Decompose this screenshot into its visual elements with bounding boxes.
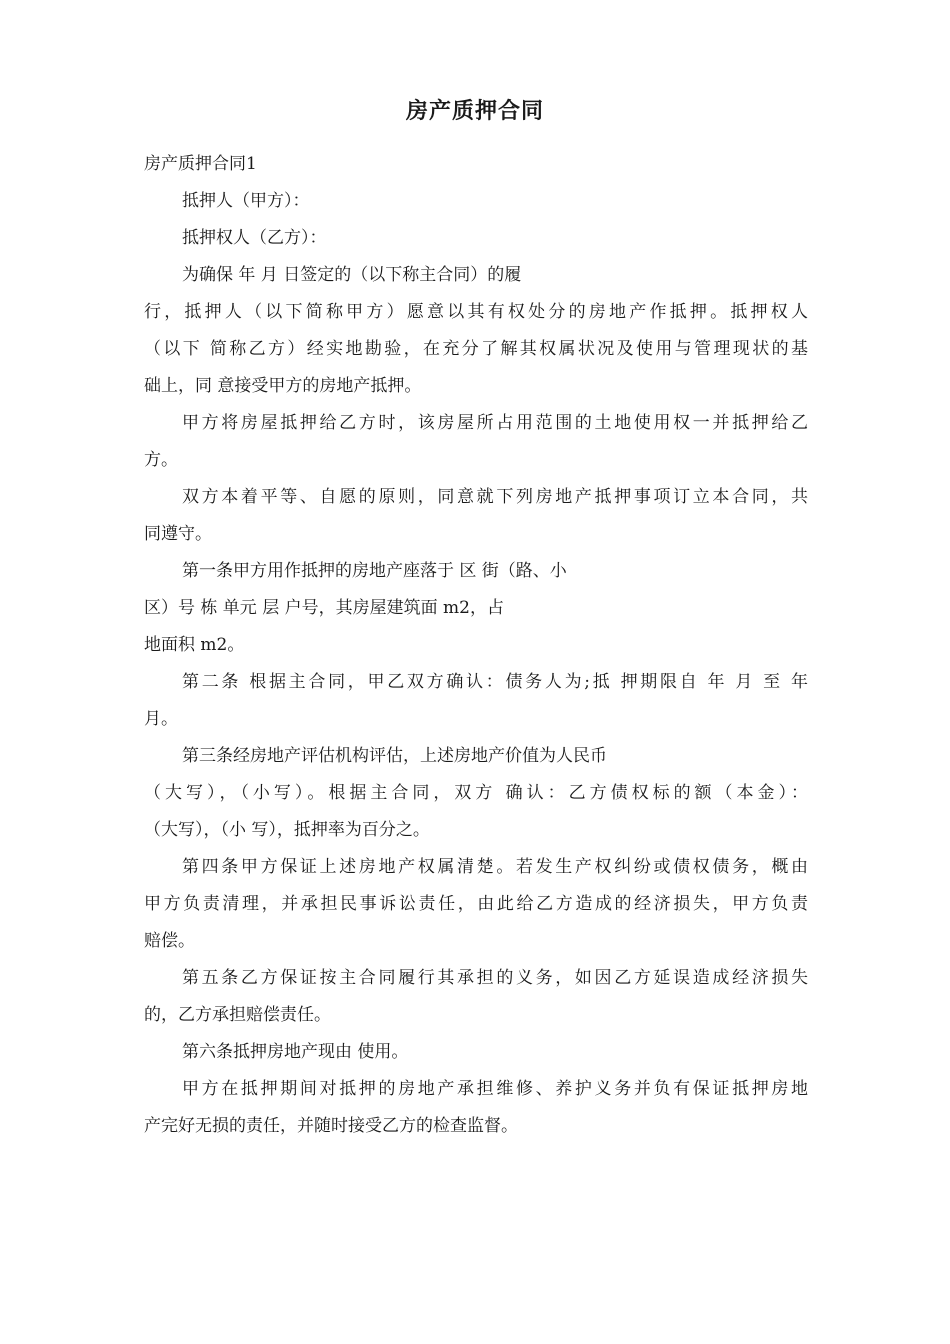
text-line: （大写），（小写）。根据主合同，双方 确认：乙方债权标的额（本金）： [144, 783, 808, 803]
text-line: 第一条甲方用作抵押的房地产座落于 区 街（路、小 [182, 561, 567, 581]
text-line: 甲方负责清理，并承担民事诉讼责任，由此给乙方造成的经济损失，甲方负责 [144, 894, 808, 914]
text-line: 产完好无损的责任，并随时接受乙方的检查监督。 [144, 1116, 518, 1136]
document-body [144, 146, 808, 1145]
text-line: 区）号 栋 单元 层 户号，其房屋建筑面 m2，占 [144, 598, 504, 618]
text-line: 为确保 年 月 日签定的（以下称主合同）的履 [182, 265, 522, 285]
text-line: 方。 [144, 450, 178, 470]
text-line: 第五条乙方保证按主合同履行其承担的义务，如因乙方延误造成经济损失 [182, 968, 808, 988]
text-line: 双方本着平等、自愿的原则，同意就下列房地产抵押事项订立本合同，共 [182, 487, 808, 507]
text-line: 抵押权人（乙方）： [182, 228, 327, 248]
text-line: 第六条抵押房地产现由 使用。 [182, 1042, 409, 1062]
text-line: 的，乙方承担赔偿责任。 [144, 1005, 331, 1025]
text-line: 地面积 m2。 [144, 635, 245, 655]
text-line: 甲方在抵押期间对抵押的房地产承担维修、养护义务并负有保证抵押房地 [182, 1079, 808, 1099]
text-line: 甲方将房屋抵押给乙方时，该房屋所占用范围的土地使用权一并抵押给乙 [182, 413, 808, 433]
text-line: 房产质押合同1 [144, 154, 257, 174]
text-line: 赔偿。 [144, 931, 195, 951]
text-line: 同遵守。 [144, 524, 212, 544]
text-line: 第三条经房地产评估机构评估，上述房地产价值为人民币 [182, 746, 607, 766]
text-line: 抵押人（甲方）： [182, 191, 310, 211]
text-line: （大写），（小 写），抵押率为百分之。 [144, 820, 430, 840]
text-line: 第二条 根据主合同，甲乙双方确认：债务人为;抵 押期限自 年 月 至 年 [182, 672, 808, 692]
text-line: 行，抵押人（以下简称甲方）愿意以其有权处分的房地产作抵押。抵押权人 [144, 302, 808, 322]
text-line: 第四条甲方保证上述房地产权属清楚。若发生产权纠纷或债权债务，概由 [182, 857, 808, 877]
document-title: 房产质押合同 [405, 99, 544, 124]
text-line: （以下 简称乙方）经实地勘验，在充分了解其权属状况及使用与管理现状的基 [144, 339, 808, 359]
text-line: 月。 [144, 709, 178, 729]
text-line: 础上，同 意接受甲方的房地产抵押。 [144, 376, 422, 396]
